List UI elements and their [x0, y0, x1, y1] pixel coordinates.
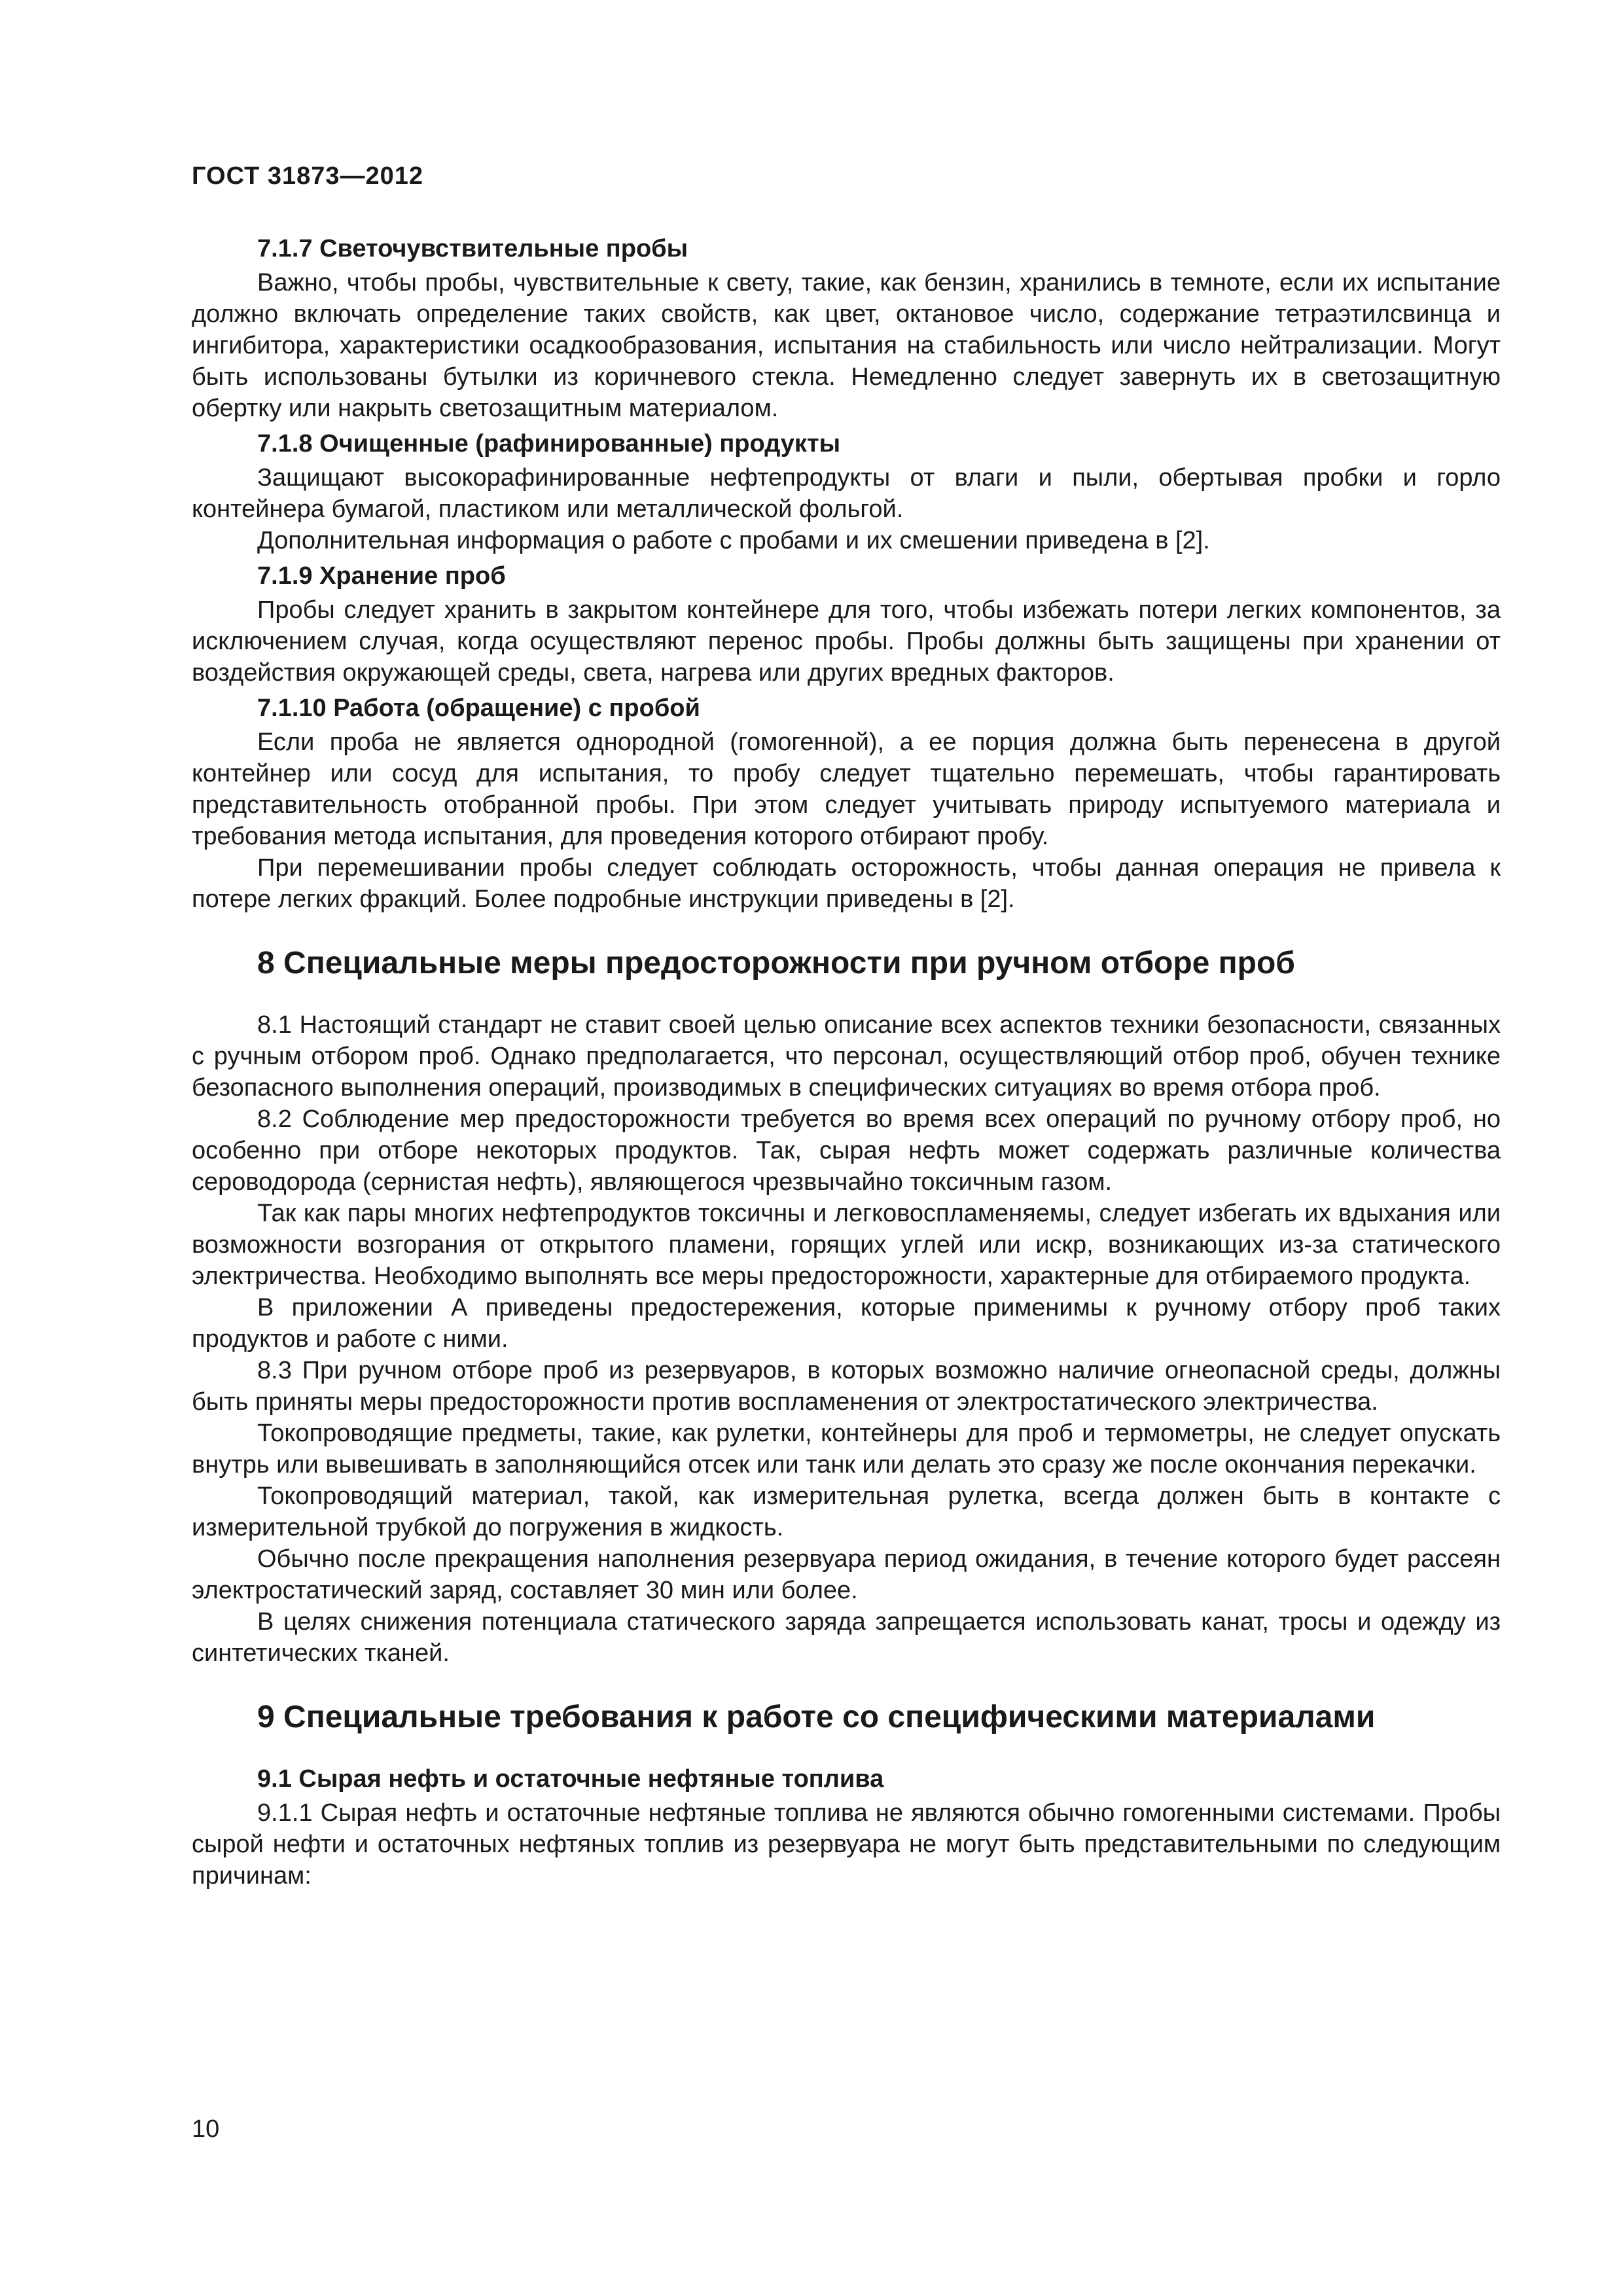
document-code: ГОСТ 31873—2012 — [192, 162, 424, 190]
paragraph: Если проба не является однородной (гомогенной), а ее порция должна быть перенесена в другой контейнер или сосуд для испытания, то пробу следует тщательно перемешать, чтобы гарантировать представительность отобранной пробы. При этом следует учитывать природу испытуемого материала и требования метода испытания, для проведения которого отбирают пробу. — [192, 728, 1501, 850]
heading-9-1: 9.1 Сырая нефть и остаточные нефтяные топлива — [257, 1765, 884, 1793]
paragraph: Пробы следует хранить в закрытом контейнере для того, чтобы избежать потери легких компонентов, за исключением случая, когда осуществляют перенос пробы. Пробы должны быть защищены при хранении от воздействия окружающей среды, света, нагрева или других вредных факторов. — [192, 596, 1501, 687]
section-heading-9: 9 Специальные требования к работе со специфическими материалами — [257, 1700, 1376, 1734]
paragraph: Важно, чтобы пробы, чувствительные к свету, такие, как бензин, хранились в темноте, если их испытание должно включать определение таких свойств, как цвет, октановое число, содержание тетраэтилсвинца и ингибитора, характеристики осадкообразования, испытания на стабильность или число нейтрализации. Могут быть использованы бутылки из коричневого стекла. Немедленно следует завернуть их в светозащитную обертку или накрыть светозащитным материалом. — [192, 269, 1501, 422]
paragraph: При перемешивании пробы следует соблюдать осторожность, чтобы данная операция не привела к потере легких фракций. Более подробные инструкции приведены в [2]. — [192, 854, 1501, 913]
paragraph: В приложении А приведены предостережения, которые применимы к ручному отбору проб таких продуктов и работе с ними. — [192, 1294, 1501, 1353]
paragraph: Токопроводящие предметы, такие, как рулетки, контейнеры для проб и термометры, не следует опускать внутрь или вывешивать в заполняющийся отсек или танк или делать это сразу же после окончания перекачки. — [192, 1420, 1501, 1479]
section-heading-8: 8 Специальные меры предосторожности при ручном отборе проб — [257, 946, 1295, 980]
paragraph: Дополнительная информация о работе с пробами и их смешении приведена в [2]. — [257, 527, 1210, 554]
heading-7-1-7: 7.1.7 Светочувствительные пробы — [257, 235, 688, 262]
paragraph: Обычно после прекращения наполнения резервуара период ожидания, в течение которого будет рассеян электростатический заряд, составляет 30 мин или более. — [192, 1545, 1501, 1604]
document-body — [192, 229, 1501, 1892]
paragraph: Защищают высокорафинированные нефтепродукты от влаги и пыли, обертывая пробки и горло контейнера бумагой, пластиком или металлической фольгой. — [192, 464, 1501, 523]
page-number: 10 — [192, 2115, 220, 2143]
paragraph: Токопроводящий материал, такой, как измерительная рулетка, всегда должен быть в контакте с измерительной трубкой до погружения в жидкость. — [192, 1482, 1501, 1541]
paragraph: В целях снижения потенциала статического заряда запрещается использовать канат, тросы и одежду из синтетических тканей. — [192, 1608, 1501, 1667]
heading-7-1-10: 7.1.10 Работа (обращение) с пробой — [257, 694, 700, 722]
paragraph: Так как пары многих нефтепродуктов токсичны и легковоспламеняемы, следует избегать их вдыхания или возможности возгорания от открытого пламени, горящих углей или искр, возникающих из-за статического электричества. Необходимо выполнять все меры предосторожности, характерные для отбираемого продукта. — [192, 1200, 1501, 1290]
heading-7-1-8: 7.1.8 Очищенные (рафинированные) продукты — [257, 430, 841, 457]
paragraph: 8.3 При ручном отборе проб из резервуаров, в которых возможно наличие огнеопасной среды, должны быть приняты меры предосторожности против воспламенения от электростатического электричества. — [192, 1357, 1501, 1416]
paragraph: 9.1.1 Сырая нефть и остаточные нефтяные топлива не являются обычно гомогенными системами. Пробы сырой нефти и остаточных нефтяных топлив из резервуара не могут быть представительными по следующим причинам: — [192, 1799, 1501, 1890]
paragraph: 8.1 Настоящий стандарт не ставит своей целью описание всех аспектов техники безопасности, связанных с ручным отбором проб. Однако предполагается, что персонал, осуществляющий отбор проб, обучен технике безопасного выполнения операций, производимых в специфических ситуациях во время отбора проб. — [192, 1011, 1501, 1102]
paragraph: 8.2 Соблюдение мер предосторожности требуется во время всех операций по ручному отбору проб, но особенно при отборе некоторых продуктов. Так, сырая нефть может содержать различные количества сероводорода (сернистая нефть), являющегося чрезвычайно токсичным газом. — [192, 1105, 1501, 1196]
heading-7-1-9: 7.1.9 Хранение проб — [257, 562, 506, 590]
